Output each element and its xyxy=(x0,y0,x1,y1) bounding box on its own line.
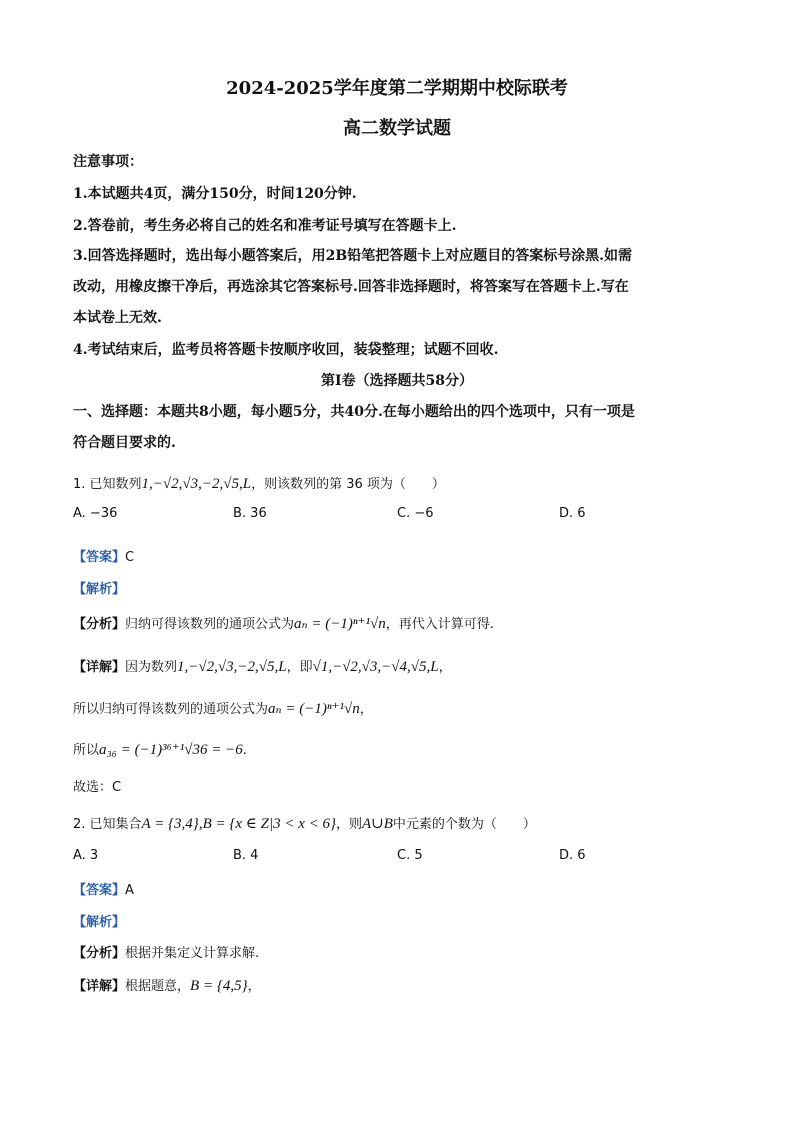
detail-text: 因为数列 xyxy=(125,660,178,675)
detail-text: ， xyxy=(247,979,261,994)
q2-fenxi xyxy=(73,942,259,961)
section-instruction: 符合题目要求的. xyxy=(73,435,176,451)
q2-detail xyxy=(73,975,261,995)
fenxi-text: 归纳可得该数列的通项公式为 xyxy=(125,617,295,632)
question-1 xyxy=(73,473,445,493)
q1-sequence: 1,−√2,√3,−2,√5,L xyxy=(141,476,252,492)
detail-text: 所以归纳可得该数列的通项公式为 xyxy=(73,702,269,717)
fenxi-formula: aₙ = (−1)ⁿ⁺¹√n xyxy=(294,616,386,632)
fenxi-label: 【分析】 xyxy=(73,617,126,632)
analysis-label: 【解析】 xyxy=(73,915,126,930)
q1-fenxi xyxy=(73,613,494,633)
detail-sequence: 1,−√2,√3,−2,√5,L xyxy=(177,659,287,675)
fenxi-suffix: ，再代入计算可得. xyxy=(385,617,494,632)
q2-set-a: A = {3,4} xyxy=(141,816,199,832)
detail-formula: a₃₆ = (−1)³⁶⁺¹√36 = −6 xyxy=(99,742,243,758)
answer-label: 【答案】 xyxy=(73,883,126,898)
notice-item: 3.回答选择题时，选出每小题答案后，用2B铅笔把答题卡上对应题目的答案标号涂黑.如需 xyxy=(73,248,633,264)
q2-option-c: C. 5 xyxy=(397,848,423,863)
q1-choice: 故选：C xyxy=(73,780,122,795)
question-2: 2. 已知集合A = {3,4},B = {x ∈ Z|3 < x < 6}，则A∪B中元素的个数为（ ） xyxy=(73,816,536,832)
answer-value: A xyxy=(125,883,134,898)
answer-label: 【答案】 xyxy=(73,550,126,565)
q1-answer xyxy=(73,546,134,565)
detail-sequence: √1,−√2,√3,−√4,√5,L xyxy=(312,659,439,675)
q1-detail-line2 xyxy=(73,698,373,718)
q1-detail xyxy=(73,656,452,676)
answer-value: C xyxy=(125,550,135,565)
page-title: 2024-2025学年度第二学期期中校际联考 xyxy=(226,78,568,99)
q1-option-d: D. 6 xyxy=(559,506,586,521)
q2-suffix: 中元素的个数为（ ） xyxy=(392,817,536,832)
detail-label: 【详解】 xyxy=(73,660,126,675)
q2-middle: ，则 xyxy=(335,817,362,832)
q2-option-b: B. 4 xyxy=(233,848,259,863)
detail-label: 【详解】 xyxy=(73,979,126,994)
detail-text: 所以 xyxy=(73,743,100,758)
detail-text: ， xyxy=(359,702,373,717)
detail-formula: aₙ = (−1)ⁿ⁺¹√n xyxy=(268,701,360,717)
q1-option-b: B. 36 xyxy=(233,506,267,521)
analysis-label: 【解析】 xyxy=(73,582,126,597)
notice-item: 2.答卷前，考生务必将自己的姓名和准考证号填写在答题卡上. xyxy=(73,218,457,234)
fenxi-label: 【分析】 xyxy=(73,946,126,961)
notice-item: 4.考试结束后，监考员将答题卡按顺序收回，装袋整理；试题不回收. xyxy=(73,342,499,358)
q1-detail-line3 xyxy=(73,739,247,759)
detail-text: ，即 xyxy=(286,660,313,675)
q1-option-c: C. −6 xyxy=(397,506,434,521)
section-instruction: 一、选择题：本题共8小题，每小题5分，共40分.在每小题给出的四个选项中，只有一项是 xyxy=(73,404,635,420)
q2-set-b: B = {x ∈ Z|3 < x < 6} xyxy=(202,816,336,832)
q1-prefix: 1. 已知数列 xyxy=(73,477,142,492)
q2-answer xyxy=(73,879,134,898)
detail-text: ， xyxy=(438,660,452,675)
detail-text: 根据题意， xyxy=(125,979,191,994)
notice-item: 改动，用橡皮擦干净后，再选涂其它答案标号.回答非选择题时，将答案写在答题卡上.写在 xyxy=(73,279,629,295)
notice-heading: 注意事项： xyxy=(73,154,143,170)
q1-option-a: A. −36 xyxy=(73,506,118,521)
fenxi-text: 根据并集定义计算求解. xyxy=(125,946,260,961)
q2-option-d: D. 6 xyxy=(559,848,586,863)
detail-text: . xyxy=(242,743,247,758)
page-subtitle: 高二数学试题 xyxy=(343,118,451,139)
q2-prefix: 2. 已知集合 xyxy=(73,817,142,832)
q2-option-a: A. 3 xyxy=(73,848,99,863)
q2-union: A∪B xyxy=(362,816,393,832)
notice-item: 1.本试题共4页，满分150分，时间120分钟. xyxy=(73,186,357,202)
q1-suffix: ，则该数列的第 36 项为（ ） xyxy=(251,477,445,492)
detail-formula: B = {4,5} xyxy=(190,978,248,994)
notice-item: 本试卷上无效. xyxy=(73,310,162,326)
section-title: 第Ⅰ卷（选择题共58分） xyxy=(320,373,474,389)
